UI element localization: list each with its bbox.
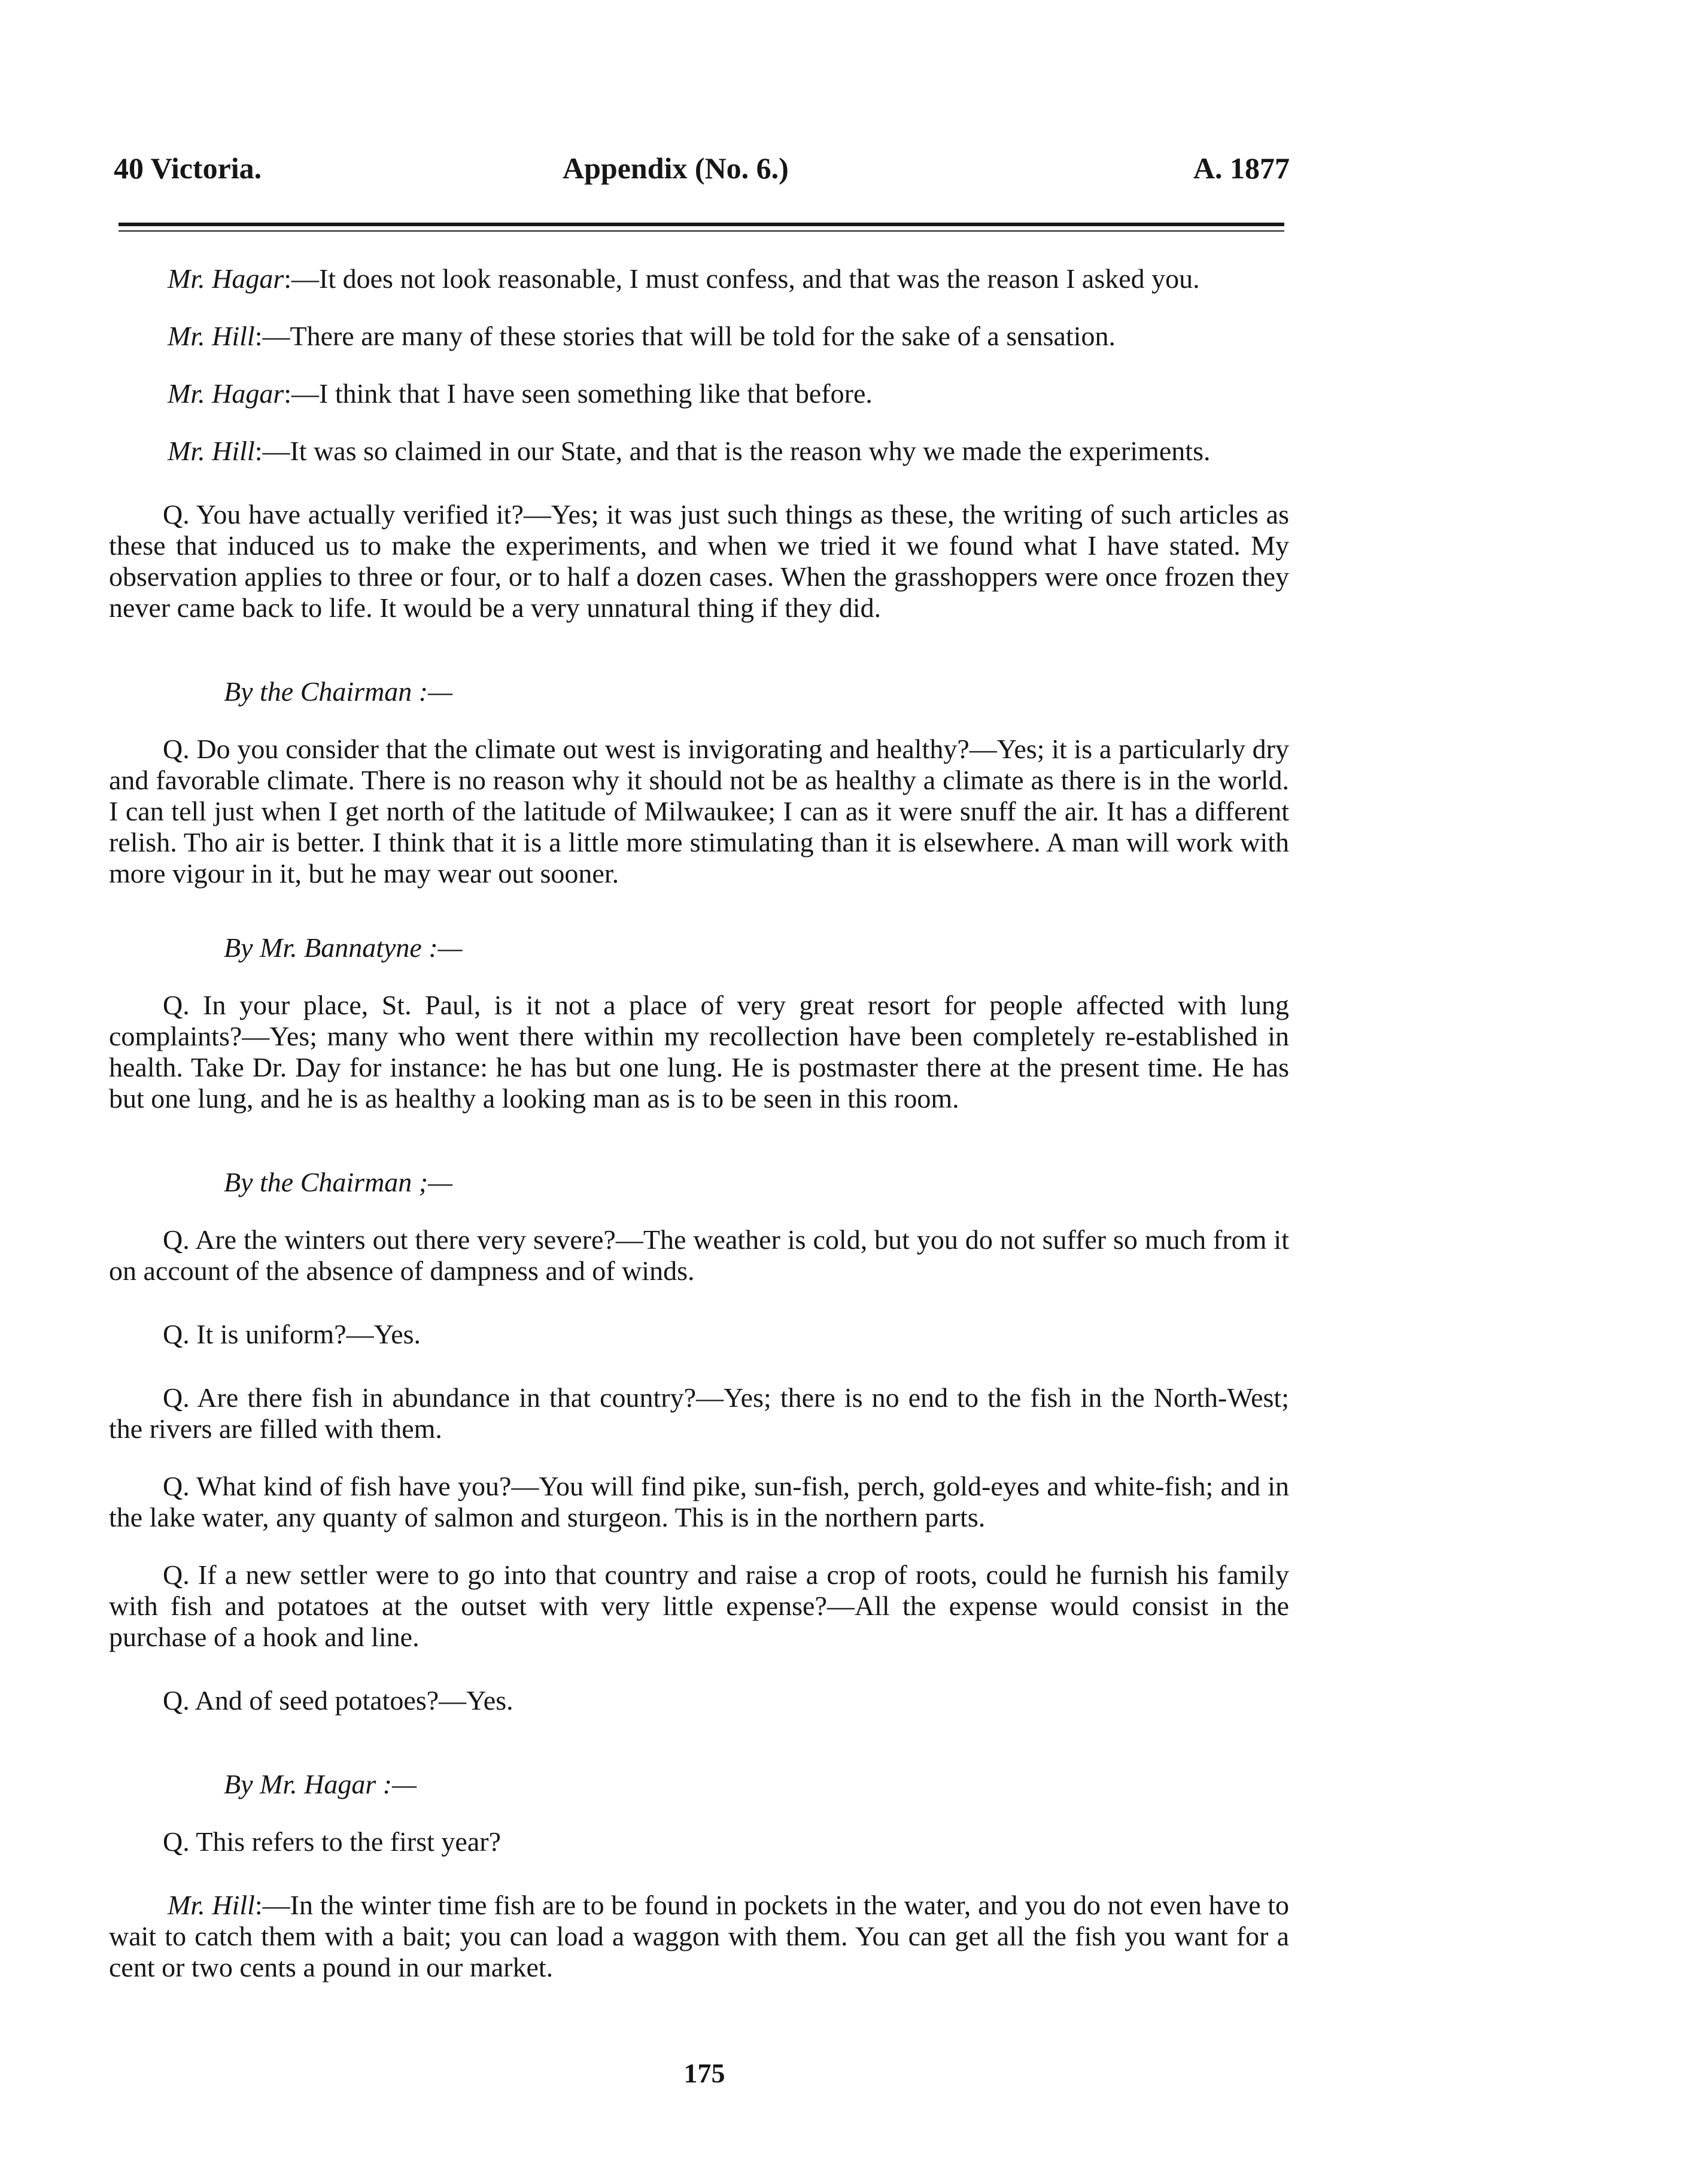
- question-answer: Q. This refers to the first year?: [163, 1826, 502, 1857]
- speaker-name: Mr. Hill: [168, 1890, 255, 1920]
- paragraph: Mr. Hagar:—It does not look reasonable, I must confess, and that was the reason I asked you.: [168, 263, 1200, 294]
- testimony-text: [109, 263, 1289, 1983]
- paragraph: Mr. Hagar:—I think that I have seen something like that before.: [168, 378, 873, 409]
- speaker-name: Mr. Hagar: [168, 378, 284, 409]
- speaker-name: Mr. Hill: [168, 436, 255, 466]
- speaker-name: Mr. Hill: [168, 321, 255, 351]
- paragraph: Mr. Hill:—There are many of these stories that will be told for the sake of a sensation.: [168, 321, 1116, 351]
- section-heading: By Mr. Hagar :—: [224, 1769, 417, 1799]
- section-heading: By the Chairman ;—: [224, 1167, 453, 1197]
- paragraph: Mr. Hill:—It was so claimed in our State, and that is the reason why we made the experiments.: [168, 436, 1211, 466]
- running-header: [114, 151, 1305, 199]
- header-appendix: Appendix (No. 6.): [563, 151, 789, 185]
- header-year: A. 1877: [1193, 151, 1290, 185]
- question-answer: Q. Are the winters out there very severe?—The weather is cold, but you do not suffer so much from it on account of the absence of dampness and of winds.: [109, 1224, 1289, 1286]
- page-number: 175: [683, 2058, 725, 2088]
- question-answer: Q. You have actually verified it?—Yes; it was just such things as these, the writing of such articles as these that induced us to make the experiments, and when we tried it we found what I have stated. My observation applies to three or four, or to half a dozen cases. When the grasshoppers were once frozen they never came back to life. It would be a very unnatural thing if they did.: [109, 499, 1289, 623]
- question-answer: Q. It is uniform?—Yes.: [163, 1319, 421, 1349]
- section-heading: By the Chairman :—: [224, 676, 453, 707]
- paragraph: Mr. Hill:—In the winter time fish are to be found in pockets in the water, and you do not even have to wait to catch them with a bait; you can load a waggon with them. You can get all the fish you want for a cent or two cents a pound in our market.: [109, 1890, 1289, 1982]
- header-rule: [118, 223, 1284, 232]
- speaker-name: Mr. Hagar: [168, 263, 284, 294]
- question-answer: Q. If a new settler were to go into that country and raise a crop of roots, could he furnish his family with fish and potatoes at the outset with very little expense?—All the expense would consist in the purchase of a hook and line.: [109, 1559, 1289, 1652]
- header-session: 40 Victoria.: [114, 151, 262, 185]
- section-heading: By Mr. Bannatyne :—: [224, 932, 463, 963]
- question-answer: Q. Do you consider that the climate out west is invigorating and healthy?—Yes; it is a particularly dry and favorable climate. There is no reason why it should not be as healthy a climate as there is in the world. I can tell just when I get north of the latitude of Milwaukee; I can as it were snuff the air. It has a different relish. Tho air is better. I think that it is a little more stimulating than it is elsewhere. A man will work with more vigour in it, but he may wear out sooner.: [109, 734, 1289, 889]
- question-answer: Q. Are there fish in abundance in that country?—Yes; there is no end to the fish in the North-West; the rivers are filled with them.: [109, 1382, 1289, 1444]
- question-answer: Q. And of seed potatoes?—Yes.: [163, 1685, 513, 1716]
- question-answer: Q. In your place, St. Paul, is it not a place of very great resort for people affected with lung complaints?—Yes; many who went there within my recollection have been completely re-established in health. Take Dr. Day for instance: he has but one lung. He is postmaster there at the present time. He has but one lung, and he is as healthy a looking man as is to be seen in this room.: [109, 990, 1289, 1114]
- question-answer: Q. What kind of fish have you?—You will find pike, sun-fish, perch, gold-eyes and white-fish; and in the lake water, any quanty of salmon and sturgeon. This is in the northern parts.: [109, 1471, 1289, 1532]
